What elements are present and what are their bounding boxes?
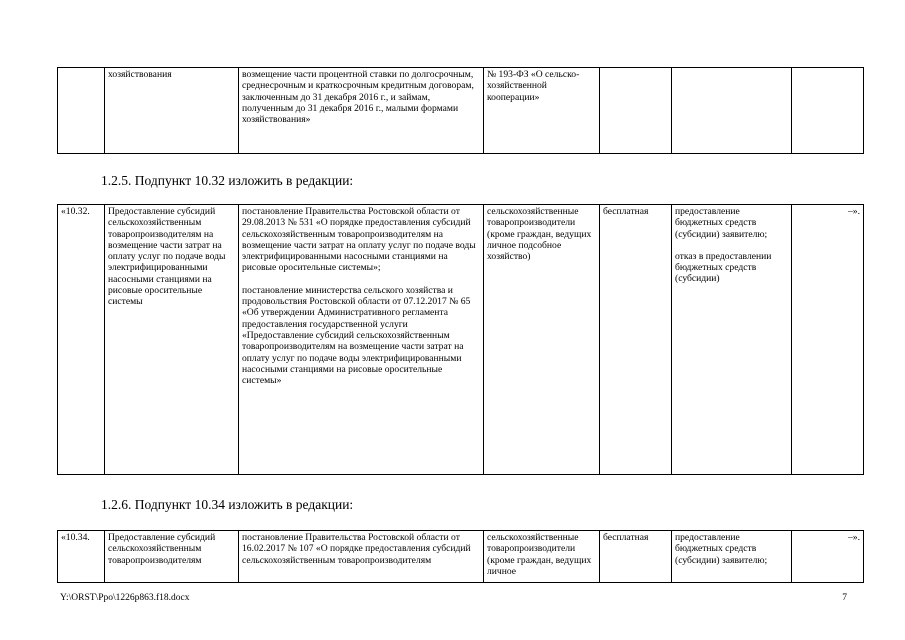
section-heading-1-2-5: 1.2.5. Подпункт 10.32 изложить в редакции: bbox=[101, 173, 354, 188]
cell-number: «10.34. bbox=[58, 531, 105, 583]
table-row bbox=[58, 531, 864, 583]
cell-extra: –». bbox=[792, 531, 864, 583]
cell-extra: –». bbox=[792, 205, 864, 475]
cell-legal-basis: постановление Правительства Ростовской области от 16.02.2017 № 107 «О порядке предоставления субсидий сельскохозяйственным товаропроизводителям bbox=[239, 531, 484, 583]
cell-cost bbox=[600, 68, 672, 154]
result-paragraph-1: предоставление бюджетных средств (субсидии) заявителю; bbox=[675, 206, 768, 240]
legal-basis-paragraph-1: постановление Правительства Ростовской области от 29.08.2013 № 531 «О порядке предоставления субсидий сельскохозяйственным товаропроизводителям на возмещение части затрат на оплату услуг по подаче воды электрифицированными насосными станциями на рисовые оросительные системы»; bbox=[242, 206, 476, 274]
cell-service-name: Предоставление субсидий сельскохозяйственным товаропроизводителям на возмещение части затрат на оплату услуг по подаче воды электрифицированными насосными станциями на рисовые оросительные системы bbox=[105, 205, 239, 475]
cell-extra bbox=[792, 68, 864, 154]
cell-legal-basis bbox=[239, 205, 484, 475]
cell-number: «10.32. bbox=[58, 205, 105, 475]
cell-number bbox=[58, 68, 105, 154]
cell-result bbox=[672, 68, 792, 154]
cell-cost: бесплатная bbox=[600, 531, 672, 583]
table-row bbox=[58, 205, 864, 475]
result-paragraph-2: отказ в предоставлении бюджетных средств (субсидии) bbox=[675, 250, 772, 285]
cell-result bbox=[672, 205, 792, 475]
table-row bbox=[58, 68, 864, 154]
cell-recipients: № 193-ФЗ «О сельско-хозяйственной кооперации» bbox=[484, 68, 600, 154]
cell-result: предоставление бюджетных средств (субсидии) заявителю; bbox=[672, 531, 792, 583]
cell-service-name: хозяйствования bbox=[105, 68, 239, 154]
cell-legal-basis: возмещение части процентной ставки по долгосрочным, среднесрочным и краткосрочным кредитным договорам, заключенным до 31 декабря 2016 г., и займам, полученным до 31 декабря 2016 г., малыми формами хозяйствования» bbox=[239, 68, 484, 154]
cell-cost: бесплатная bbox=[600, 205, 672, 475]
cell-recipients: сельскохозяйственные товаропроизводители (кроме граждан, ведущих личное bbox=[484, 531, 600, 583]
cell-recipients: сельскохозяйственные товаропроизводители (кроме граждан, ведущих личное подсобное хозяйство) bbox=[484, 205, 600, 475]
table-10-34 bbox=[57, 530, 864, 583]
section-heading-1-2-6: 1.2.6. Подпункт 10.34 изложить в редакции: bbox=[101, 497, 354, 512]
table-continuation bbox=[57, 67, 864, 154]
cell-service-name: Предоставление субсидий сельскохозяйственным товаропроизводителям bbox=[105, 531, 239, 583]
table-10-32 bbox=[57, 204, 864, 475]
legal-basis-paragraph-2: постановление министерства сельского хозяйства и продовольствия Ростовской области от 07.12.2017 № 65 «Об утверждении Административного регламента предоставления государственной услуги «Предоставление субсидий сельскохозяйственным товаропроизводителям на возмещение части затрат на оплату услуг по подаче воды электрифицированными насосными станциями на рисовые оросительные системы» bbox=[242, 284, 471, 387]
footer-file-path: Y:\ORST\Ppo\1226p863.f18.docx bbox=[60, 593, 190, 603]
footer-page-number: 7 bbox=[842, 593, 847, 603]
